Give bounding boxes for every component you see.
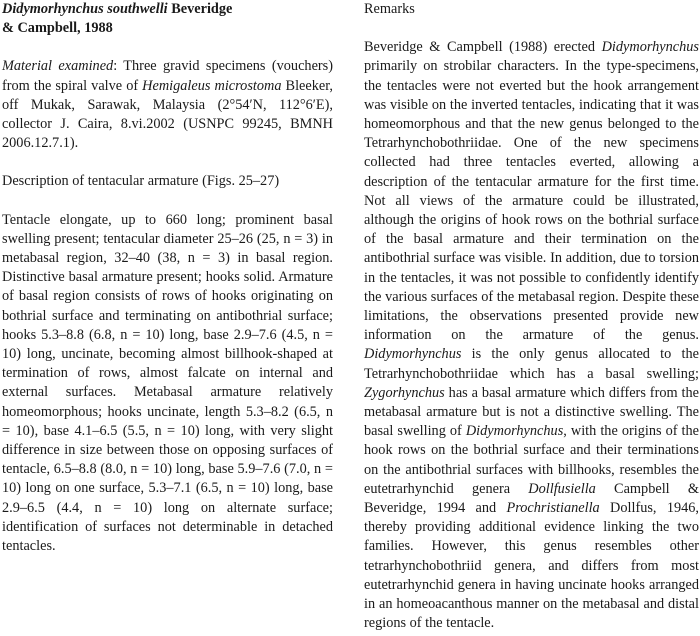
taxon-name: Zygorhynchus — [364, 384, 445, 401]
material-examined-text-2: Bleeker, off Mukak, Sarawak, Malaysia (2°54′N, 112°6′E), collector J. Caira, 8.vi.2002 (USNPC 99245, BMNH 2006.12.7.1). — [2, 77, 333, 152]
remarks-body — [364, 38, 699, 633]
taxon-name: Didymorhynchus — [601, 39, 699, 56]
description-body: Tentacle elongate, up to 660 long; prominent basal swelling present; tentacular diameter 25–26 (25, n = 3) in metabasal region, 32–40 (38, n = 3) in basal region. Distinctive basal armature present; hooks solid. Armature of basal region consists of rows of hooks originating on bothrial surface and terminating on antibothrial surface; hooks 5.3–8.8 (6.8, n = 10) long, base 2.9–7.6 (4.5, n = 10) long, uncinate, becoming almost billhook-shaped at termination of rows, almost falcate on internal and external surfaces. Metabasal armature relatively homeomorphous; hooks uncinate, length 5.3–8.2 (6.5, n = 10), base 4.1–6.5 (5.5, n = 10) long, with very slight difference in size between those on opposing surfaces of tentacle, 6.5–8.8 (8.0, n = 10) long, base 5.9–7.6 (7.0, n = 10) long on one surface, 5.3–7.1 (6.5, n = 10) long, base 2.9–6.5 (4.4, n = 10) long on alternate surface; identification of surfaces not determinable in detached tentacles. — [2, 211, 333, 555]
remarks-text: primarily on strobilar characters. In the type-specimens, the tentacles were not everted but the hook arrangement was visible on the inverted tentacles, indicating that it was homeomorphous and that the new genus belonged to the Tetrarhynchobothriidae. One of the new specimens collected had three tentacles everted, allowing a description of the tentacular armature for the first time. Not all views of the armature could be illustrated, although the origins of hook rows on the bothrial surface of the basal armature and their termination on the antibothrial surface was visible. In addition, due to torsion in the tentacles, it was not possible to confidently identify the various surfaces of the metabasal region. Despite these limitations, the observations presented provide new information on the armature of the genus. — [364, 58, 699, 344]
material-examined-label: Material examined — [2, 58, 114, 75]
remarks-text: is the only genus allocated to the Tetrarhynchobothriidae which has a basal swelling; — [364, 346, 699, 382]
remarks-text: Dollfus, 1946, thereby providing additional evidence linking the two families. However, this genus resembles other tetrarhynchobothriid genera, and differs from most eutetrarhynchid genera in having uncinate hooks arranged in an homeoacanthous manner on the metabasal and distal regions of the tentacle. — [364, 500, 699, 632]
left-column — [2, 0, 333, 556]
taxon-name: Prochristianella — [506, 500, 600, 517]
remarks-text: Beveridge & Campbell (1988) erected — [364, 39, 602, 56]
remarks-text: , with the origins of the hook rows on the bothrial surface and their terminations on the antibothrial surfaces with billhooks, resembles the eutetrarhynchid genera — [364, 423, 699, 497]
material-examined-text-1: : Three gravid specimens (vouchers) from the spiral valve of — [2, 58, 333, 94]
spacer — [2, 192, 333, 211]
remarks-text: has a basal armature which differs from the metabasal armature but is not a distinctive swelling. The basal swelling of — [364, 384, 699, 440]
species-heading — [2, 0, 333, 38]
spacer — [364, 19, 699, 38]
taxon-name: Dollfusiella — [528, 480, 596, 497]
description-heading: Description of tentacular armature (Figs. 25–27) — [2, 173, 280, 190]
taxon-name: Didymorhynchus — [364, 346, 462, 363]
species-name: Didymorhynchus southwelli — [2, 1, 168, 17]
remarks-heading: Remarks — [364, 1, 415, 17]
remarks-text: Campbell & Beveridge, 1994 and — [364, 480, 699, 517]
spacer — [2, 153, 333, 172]
species-authority-part2: & Campbell, 1988 — [2, 20, 113, 37]
species-authority-part1: Beveridge — [167, 1, 233, 17]
host-species-name: Hemigaleus microstoma — [142, 77, 282, 94]
taxon-name: Didymorhynchus — [465, 423, 564, 440]
material-examined-paragraph — [2, 57, 333, 153]
spacer — [2, 38, 333, 57]
right-column — [364, 0, 699, 634]
